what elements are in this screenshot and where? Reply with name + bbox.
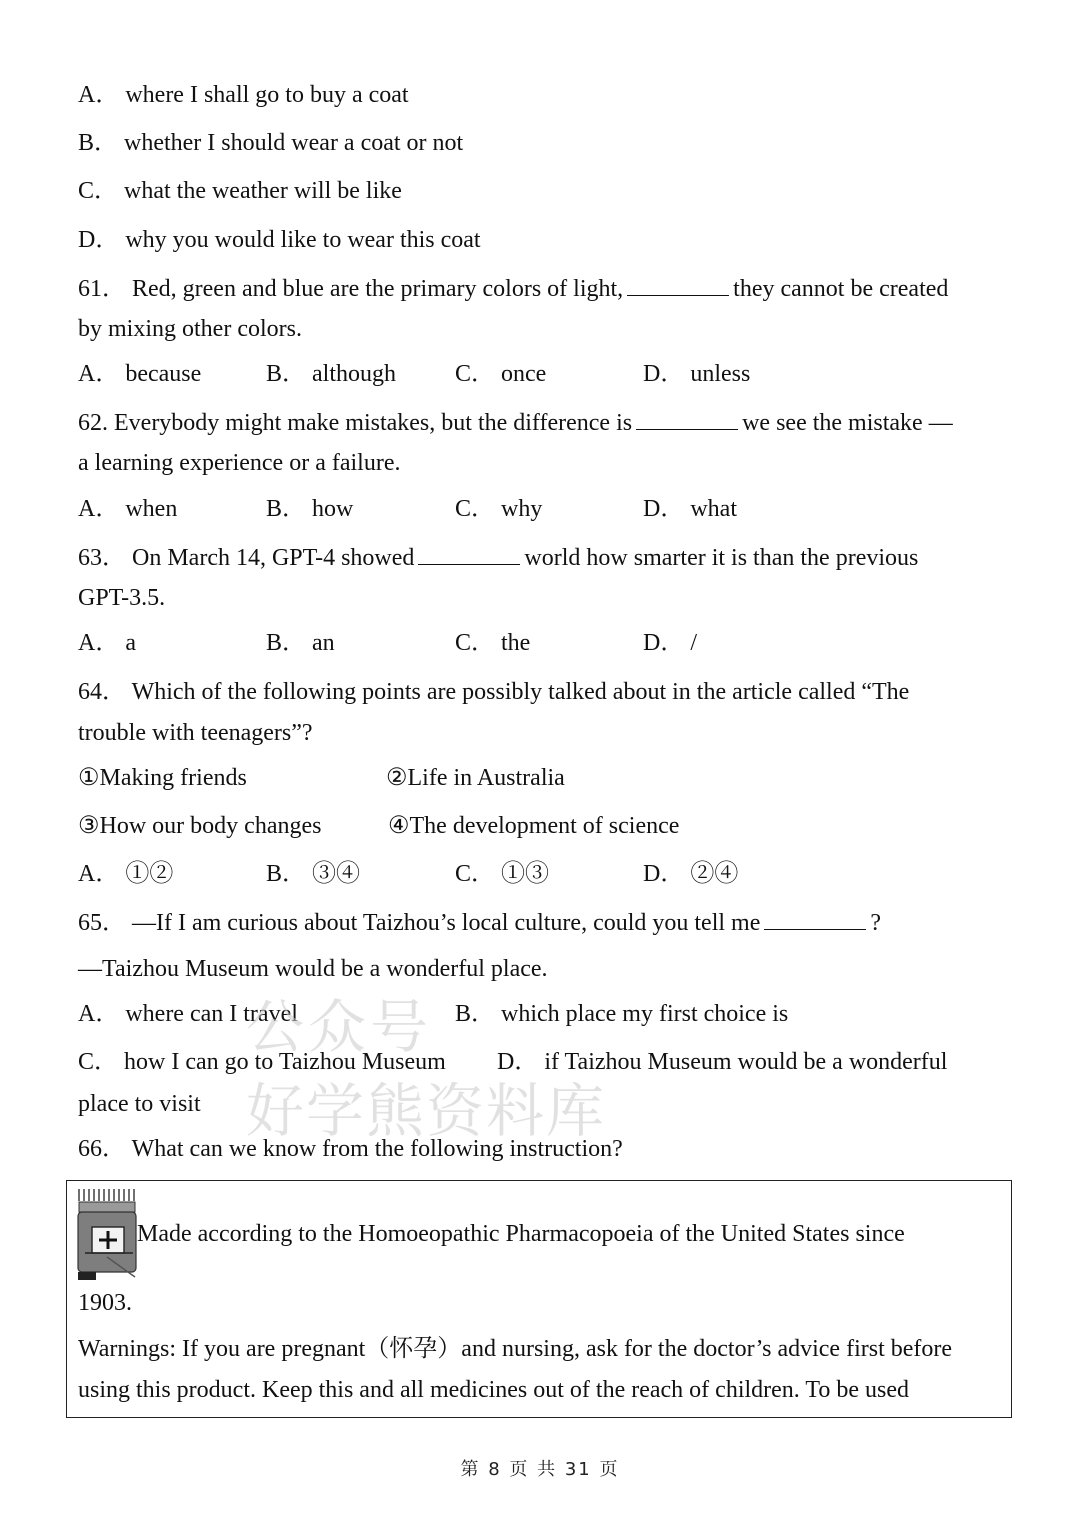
- q63-stem-line2: GPT-3.5.: [78, 585, 166, 611]
- instruction-line4: using this product. Keep this and all medicines out of the reach of children. To be used: [78, 1377, 909, 1403]
- q65-option-d: D． if Taizhou Museum would be a wonderful: [497, 1049, 948, 1075]
- q62-stem-line2: a learning experience or a failure.: [78, 450, 401, 476]
- q64-stem-line2: trouble with teenagers”?: [78, 720, 313, 746]
- prev-option-a: A． where I shall go to buy a coat: [78, 82, 409, 108]
- q62-stem: [78, 407, 953, 438]
- q61-stem-before: 61． Red, green and blue are the primary colors of light,: [78, 276, 624, 302]
- q64-point-3: ③How our body changes: [78, 813, 322, 839]
- q65-option-a: A． where can I travel: [78, 1001, 298, 1027]
- q61-option-d: D． unless: [643, 361, 751, 387]
- q62-option-d: D． what: [643, 496, 737, 522]
- q64-option-d: D． ②④: [643, 861, 739, 887]
- instruction-box: [66, 1180, 1012, 1418]
- q65-option-b: B． which place my first choice is: [455, 1001, 789, 1027]
- q62-stem-before: 62. Everybody might make mistakes, but the difference is: [78, 410, 633, 436]
- q65-option-c: C． how I can go to Taizhou Museum: [78, 1049, 446, 1075]
- q63-option-c: C． the: [455, 630, 531, 656]
- q64-option-b: B． ③④: [266, 861, 361, 887]
- prev-option-c: C． what the weather will be like: [78, 178, 402, 204]
- q65-stem-before: 65． —If I am curious about Taizhou’s local culture, could you tell me: [78, 910, 761, 936]
- q62-stem-after: we see the mistake —: [742, 410, 953, 436]
- q62-option-a: A． when: [78, 496, 178, 522]
- q61-stem-line2: by mixing other colors.: [78, 316, 302, 342]
- q62-blank: [636, 407, 738, 430]
- q65-option-d-line2: place to visit: [78, 1091, 201, 1117]
- q61-stem: [78, 273, 948, 304]
- q66-stem: 66． What can we know from the following instruction?: [78, 1136, 623, 1162]
- q61-option-a: A． because: [78, 361, 202, 387]
- q63-stem-after: world how smarter it is than the previous: [524, 545, 919, 571]
- q64-point-4: ④The development of science: [388, 813, 680, 839]
- q65-stem-after: ?: [870, 910, 882, 936]
- q61-blank: [627, 273, 729, 296]
- q63-option-b: B． an: [266, 630, 335, 656]
- q62-option-b: B． how: [266, 496, 354, 522]
- instruction-line2: 1903.: [78, 1290, 132, 1316]
- q61-stem-after: they cannot be created: [733, 276, 949, 302]
- q64-option-c: C． ①③: [455, 861, 550, 887]
- q64-option-a: A． ①②: [78, 861, 174, 887]
- q63-stem-before: 63． On March 14, GPT-4 showed: [78, 545, 415, 571]
- q64-point-2: ②Life in Australia: [386, 765, 565, 791]
- q62-option-c: C． why: [455, 496, 543, 522]
- medicine-bottle-icon: [77, 1187, 137, 1281]
- prev-option-b: B． whether I should wear a coat or not: [78, 130, 464, 156]
- q63-option-a: A． a: [78, 630, 136, 656]
- instruction-line1: Made according to the Homoeopathic Pharmacopoeia of the United States since: [137, 1221, 905, 1247]
- watermark-line1: 公众号: [246, 993, 433, 1061]
- q63-blank: [418, 542, 520, 565]
- q63-option-d: D． /: [643, 630, 697, 656]
- q61-option-c: C． once: [455, 361, 547, 387]
- q61-option-b: B． although: [266, 361, 396, 387]
- prev-option-d: D． why you would like to wear this coat: [78, 227, 481, 253]
- instruction-line3: Warnings: If you are pregnant（怀孕）and nursing, ask for the doctor’s advice first before: [78, 1336, 953, 1362]
- watermark-line2: 好学熊资料库: [246, 1077, 607, 1145]
- q65-reply: —Taizhou Museum would be a wonderful place.: [78, 956, 548, 982]
- q63-stem: [78, 542, 918, 573]
- q65-stem: [78, 907, 881, 938]
- q64-stem-line1: 64． Which of the following points are possibly talked about in the article called “The: [78, 679, 910, 705]
- q65-blank: [764, 907, 866, 930]
- q64-point-1: ①Making friends: [78, 765, 247, 791]
- page-footer: 第 8 页 共 31 页: [460, 1459, 620, 1480]
